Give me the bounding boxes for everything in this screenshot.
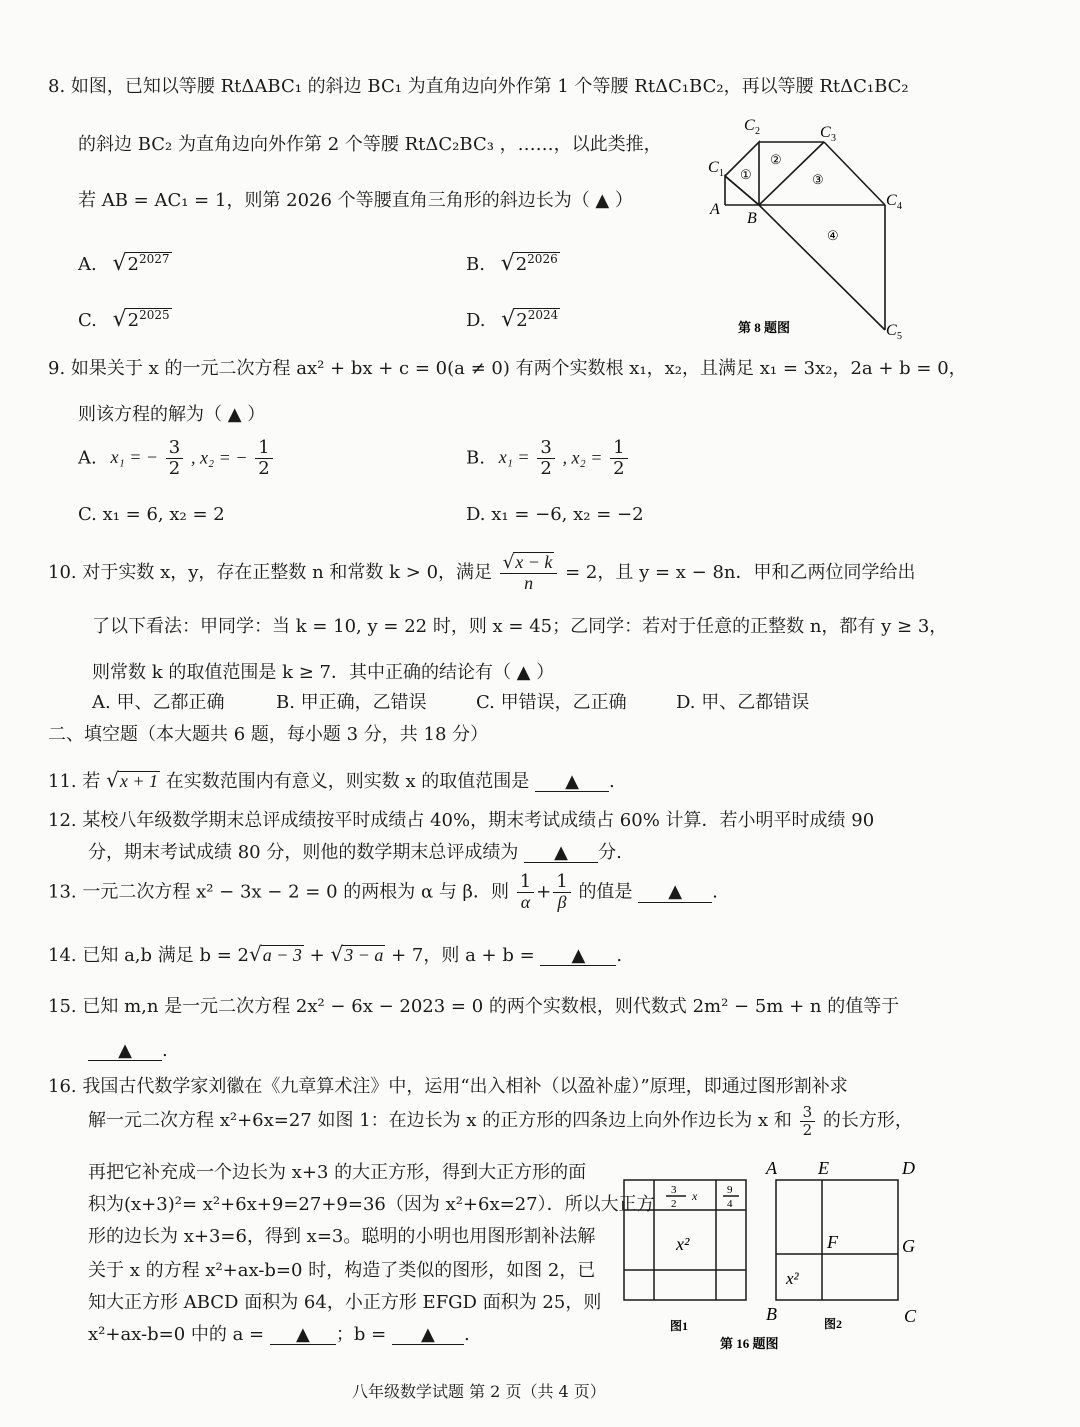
fig8-num-3: ③ (812, 172, 824, 187)
q8-figure (700, 110, 930, 345)
fig8-label-c4: C (886, 192, 897, 209)
q8-option-b: B. $√2^{2026}$ (466, 251, 558, 276)
q10-stem-line1: 10. 对于实数 x，y，存在正整数 n 和常数 k > 0，满足 $\frac{√x - k}{n}$ = 2，且 y = x − 8n．甲和乙两位同学给出 (48, 552, 916, 593)
fig8-label-a: A (710, 201, 720, 218)
q10-option-a: A. 甲、乙都正确 (92, 692, 225, 713)
fig1-frac-den: 2 (671, 1198, 677, 1210)
fig16-caption: 第 16 题图 (720, 1336, 779, 1351)
q15-end: . (162, 1040, 168, 1061)
q9-b-frac1-den: 2 (540, 457, 552, 479)
q16-answer-b-blank[interactable] (392, 1326, 464, 1345)
q8-option-c-letter: C. (78, 310, 97, 331)
fig1-x: x (692, 1189, 698, 1203)
q9-option-b-x2: , x₂ = (562, 447, 603, 468)
q9-a-frac1-num: 3 (166, 438, 183, 459)
q9-option-b-x1: x₁ = (498, 447, 530, 468)
fig2-x-squared: x² (786, 1269, 799, 1288)
section-2-heading: 二、填空题（本大题共 6 题，每小题 3 分，共 18 分） (48, 724, 489, 745)
fig2-label-g: G (902, 1236, 915, 1256)
q14-end: . (616, 945, 623, 966)
fig8-label-c3: C (820, 124, 831, 141)
q10-frac-num: x − k (515, 552, 553, 572)
q16-answer-a-blank[interactable] (270, 1326, 336, 1345)
q16-frac-num: 3 (800, 1104, 816, 1122)
q8-stem-line3: 若 AB = AC₁ = 1，则第 2026 个等腰直角三角形的斜边长为（ ▲ ） (78, 190, 633, 211)
q12-line1: 12. 某校八年级数学期末总评成绩按平时成绩占 40%，期末考试成绩占 60% 计算．若小明平时成绩 90 (48, 810, 875, 831)
q13-pre: 13. 一元二次方程 x² − 3x − 2 = 0 的两根为 α 与 β．则 (48, 881, 509, 903)
fig8-num-4: ④ (827, 228, 839, 243)
q16-line8-pre: x²+ax-b=0 中的 a = (88, 1324, 265, 1345)
q8-option-c-exp: 2025 (139, 308, 170, 322)
q16-line6: 关于 x 的方程 x²+ax-b=0 时，构造了类似的图形，如图 2，已 (88, 1260, 596, 1281)
q13-frac2-num: 1 (553, 872, 570, 893)
q13-frac2-den: β (557, 891, 567, 912)
q8-option-d-letter: D. (466, 310, 486, 331)
q16-line5: 形的边长为 x+3=6，得到 x=3。聪明的小明也用图形割补法解 (88, 1226, 596, 1247)
fig8-label-b: B (747, 210, 757, 227)
q11-end: . (609, 771, 615, 792)
fig2-label: 图2 (824, 1317, 843, 1331)
q11-radicand: x + 1 (119, 771, 158, 791)
q14-blank-mark: ▲ (571, 945, 586, 966)
fig2-label-b: B (766, 1304, 777, 1324)
fig1-x-squared: x² (676, 1234, 690, 1254)
q10-stem-line3: 则常数 k 的取值范围是 k ≥ 7．其中正确的结论有（ ▲ ） (92, 662, 555, 683)
fig1-four: 4 (727, 1198, 733, 1210)
q16-line8-mid: ；b = (335, 1324, 387, 1345)
fig8-label-c1: C (708, 159, 719, 176)
q8-option-d: D. $√2^{2024}$ (466, 307, 559, 332)
q9-b-frac1-num: 3 (537, 438, 554, 459)
q16-frac-den: 2 (802, 1120, 813, 1139)
q9-option-b (466, 438, 630, 479)
q9-option-a-x2: , x₂ = − (190, 447, 248, 468)
q16-blank-b-mark: ▲ (421, 1324, 435, 1345)
q8-stem-line2: 的斜边 BC₂ 为直角边向外作第 2 个等腰 RtΔC₂BC₃ ，……，以此类推， (78, 134, 662, 155)
fig2-label-a: A (766, 1158, 777, 1178)
q16-line8-end: . (463, 1324, 470, 1345)
q11-blank-mark: ▲ (565, 771, 579, 792)
q9-a-frac1-den: 2 (168, 457, 181, 479)
q16-line2 (88, 1104, 913, 1138)
q9-a-frac2-den: 2 (258, 457, 270, 479)
q16-line4: 积为(x+3)²= x²+6x+9=27+9=36（因为 x²+6x=27）．所以大正方 (88, 1194, 655, 1215)
q12-answer-blank[interactable] (524, 844, 598, 863)
q16-blank-a-mark: ▲ (295, 1324, 310, 1345)
q14-answer-blank[interactable] (540, 947, 616, 966)
q9-option-c: C. x₁ = 6, x₂ = 2 (78, 504, 225, 525)
q8-option-b-exp: 2026 (527, 252, 558, 266)
q13-plus: + (536, 881, 552, 903)
q9-option-b-letter: B. (466, 447, 485, 469)
fig8-label-c3-sub: 3 (831, 133, 836, 144)
q11-pre: 11. 若 (48, 771, 101, 792)
q9-a-frac2-num: 1 (255, 438, 272, 459)
fig8-label-c2: C (744, 117, 755, 134)
q11: 11. 若 √x + 1 在实数范围内有意义，则实数 x 的取值范围是 ▲ . (48, 768, 615, 792)
fig8-label-c4-sub: 4 (897, 201, 902, 212)
q10-frac-den: n (524, 572, 534, 593)
q13-end: . (712, 881, 718, 903)
q8-option-a: A. $√2^{2027}$ (78, 251, 170, 276)
q14-post: + 7，则 a + b = (391, 945, 535, 966)
q16-line1: 16. 我国古代数学家刘徽在《九章算术注》中，运用“出入相补（以盈补虚）”原理，即通过图形割补求 (48, 1076, 848, 1097)
q9-option-a-letter: A. (78, 447, 97, 469)
q11-post: 在实数范围内有意义，则实数 x 的取值范围是 (165, 771, 530, 792)
q15-line2 (88, 1042, 168, 1061)
q14-radicand-2: 3 − a (344, 945, 384, 965)
fig8-label-c1-sub: 1 (719, 168, 724, 179)
fig8-caption: 第 8 题图 (738, 320, 791, 335)
q9-stem-line2: 则该方程的解为（ ▲ ） (78, 404, 266, 425)
q8-option-d-exp: 2024 (527, 308, 559, 322)
q9-b-frac2-num: 1 (610, 438, 627, 459)
q16-line8 (88, 1326, 470, 1345)
q13-blank-mark: ▲ (668, 880, 683, 902)
fig2-label-e: E (818, 1158, 829, 1178)
q8-option-a-exp: 2027 (138, 252, 170, 266)
q8-option-c: C. $√2^{2025}$ (78, 307, 170, 332)
q8-option-b-letter: B. (466, 254, 485, 275)
fig2-label-f: F (827, 1232, 838, 1252)
q10-stem-line2: 了以下看法：甲同学：当 k = 10, y = 22 时，则 x = 45；乙同学：若对于任意的正整数 n，都有 y ≥ 3， (92, 616, 948, 637)
q10-pre: 10. 对于实数 x，y，存在正整数 n 和常数 k > 0，满足 (48, 561, 493, 583)
q15-answer-blank[interactable] (88, 1042, 162, 1061)
fig8-num-2: ② (770, 152, 782, 167)
fig2-label-c: C (904, 1306, 917, 1326)
q12-line2 (88, 844, 622, 863)
q13-frac1-den: α (520, 891, 531, 912)
q16-line3: 再把它补充成一个边长为 x+3 的大正方形，得到大正方形的面 (88, 1162, 587, 1183)
q15-blank-mark: ▲ (118, 1040, 132, 1061)
q14-mid: + (309, 945, 325, 966)
q16-line2-pre: 解一元二次方程 x²+6x=27 如图 1：在边长为 x 的正方形的四条边上向外作边长为 x 和 (88, 1110, 792, 1132)
q9-option-a-x1: x₁ = − (110, 447, 159, 468)
q15-line1: 15. 已知 m,n 是一元二次方程 2x² − 6x − 2023 = 0 的两个实数根，则代数式 2m² − 5m + n 的值等于 (48, 996, 900, 1017)
fig2-label-d: D (902, 1158, 915, 1178)
fig8-num-1: ① (740, 167, 752, 182)
q10-post: = 2，且 y = x − 8n．甲和乙两位同学给出 (565, 561, 916, 583)
q9-option-d: D. x₁ = −6, x₂ = −2 (466, 504, 644, 525)
fig1-frac-num: 3 (671, 1184, 677, 1196)
fig8-label-c5-sub: 5 (897, 331, 902, 342)
q13 (48, 872, 718, 913)
q9-stem-line1: 9. 如果关于 x 的一元二次方程 ax² + bx + c = 0(a ≠ 0) 有两个实数根 x₁，x₂，且满足 x₁ = 3x₂，2a + b = 0， (48, 358, 967, 379)
q13-frac1-num: 1 (517, 872, 534, 893)
fig8-label-c2-sub: 2 (755, 126, 760, 137)
q13-answer-blank[interactable] (638, 882, 712, 903)
q14-pre: 14. 已知 a,b 满足 b = 2 (48, 945, 249, 966)
q8-option-a-letter: A. (78, 254, 97, 275)
q9-option-a (78, 438, 275, 479)
q8-stem-line1: 8. 如图，已知以等腰 RtΔABC₁ 的斜边 BC₁ 为直角边向外作第 1 个等腰 RtΔC₁BC₂，再以等腰 RtΔC₁BC₂ (48, 76, 909, 97)
page-footer: 八年级数学试题 第 2 页（共 4 页） (352, 1382, 606, 1401)
q10-option-c: C. 甲错误，乙正确 (476, 692, 627, 713)
q13-post: 的值是 (578, 881, 633, 903)
q16-figure-2 (720, 1156, 930, 1356)
fig8-label-c5: C (886, 322, 897, 339)
q14: 14. 已知 a,b 满足 b = 2√a − 3 + √3 − a + 7，则 a + b = ▲ . (48, 942, 623, 966)
q16-figure-1 (620, 1176, 760, 1336)
q16-line7: 知大正方形 ABCD 面积为 64，小正方形 EFGD 面积为 25，则 (88, 1292, 602, 1313)
q10-option-d: D. 甲、乙都错误 (676, 692, 810, 713)
q12-blank-mark: ▲ (554, 842, 569, 863)
fig1-nine: 9 (727, 1184, 733, 1196)
fig1-label: 图1 (670, 1319, 689, 1333)
q9-b-frac2-den: 2 (613, 457, 625, 479)
q12-line2-post: 分. (598, 842, 622, 863)
q14-radicand-1: a − 3 (262, 945, 302, 965)
q16-line2-post: 的长方形， (822, 1110, 913, 1132)
q11-answer-blank[interactable] (535, 773, 609, 792)
q10-option-b: B. 甲正确，乙错误 (276, 692, 427, 713)
q12-line2-pre: 分，期末考试成绩 80 分，则他的数学期末总评成绩为 (88, 842, 519, 863)
